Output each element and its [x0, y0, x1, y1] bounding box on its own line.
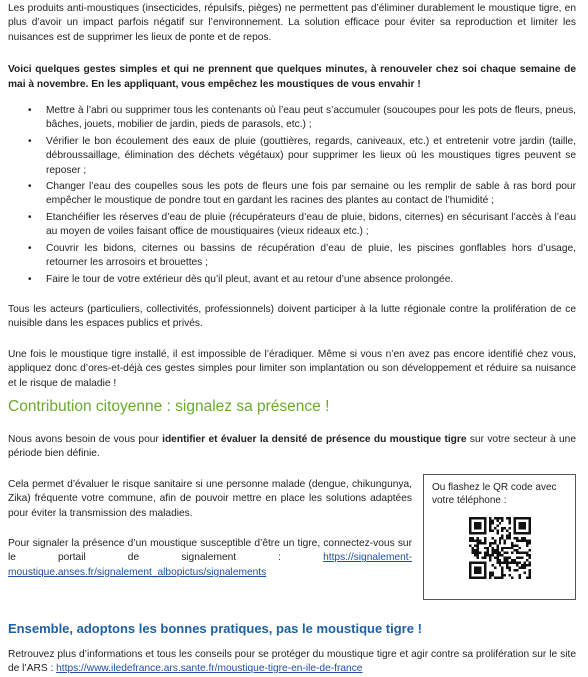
gesture-item [8, 135, 576, 178]
bullet-icon: • [28, 211, 32, 223]
report-text-column [8, 478, 412, 580]
ars-link[interactable]: https://www.iledefrance.ars.sante.fr/moustique-tigre-en-ile-de-france [56, 663, 363, 675]
qr-caption: Ou flashez le QR code avec votre téléphone : [432, 481, 557, 506]
bullet-icon: • [28, 135, 32, 147]
gesture-item [8, 104, 576, 133]
gestures-intro: Voici quelques gestes simples et qui ne prennent que quelques minutes, à renouveler chez soi chaque semaine de mai à novembre. En les appliquant, vous empêchez les moustiques de vous envahir ! [8, 64, 576, 90]
intro-paragraph: Les produits anti-moustiques (insecticides, répulsifs, pièges) ne permettent pas d’éliminer durablement le moustique tigre, en plus d’avoir un impact parfois négatif sur l’environnement. La solution efficace pour éviter sa reproduction et limiter les nuisances est de supprimer les lieux de ponte et de repos. [8, 3, 576, 43]
more-info-text: Retrouvez plus d’informations et tous les conseils pour se protéger du moustique tigre et agir contre sa prolifération sur le site de l’ARS : [8, 648, 576, 675]
gestures-list [8, 104, 576, 287]
gesture-text: Faire le tour de votre extérieur dès qu’il pleut, avant et au retour d’une absence prolongée. [46, 273, 454, 285]
gesture-item [8, 211, 576, 240]
need-paragraph [8, 433, 576, 462]
report-section [8, 478, 576, 598]
bullet-icon: • [28, 273, 32, 285]
actors-paragraph: Tous les acteurs (particuliers, collectivités, professionnels) doivent participer à la lutte régionale contre la prolifération de ce nuisible dans les espaces publics et privés. [8, 303, 576, 330]
gesture-text: Etanchéifier les réserves d’eau de pluie (récupérateurs d’eau de pluie, bidons, citernes) en sécurisant l’accès à l’eau au moyen de voiles faisant office de moustiquaires (vieux rideaux etc.) ; [46, 211, 576, 238]
qr-code-box [423, 474, 576, 600]
need-text-emphasis: identifier et évaluer la densité de présence du moustique tigre [162, 433, 467, 445]
gesture-text: Changer l’eau des coupelles sous les pots de fleurs une fois par semaine ou les remplir de sable à ras bord pour empêcher le moustique de pondre tout en gardant les racines des plantes au contact de l’humidité ; [46, 181, 576, 207]
report-text: Pour signaler la présence d’un moustique susceptible d’être un tigre, connectez-vous sur le portail de signalement : [8, 537, 412, 564]
practices-heading: Ensemble, adoptons les bonnes pratiques, pas le moustique tigre ! [8, 620, 422, 636]
qr-code-icon [469, 517, 531, 579]
need-text-start: Nous avons besoin de vous pour [8, 433, 163, 445]
gesture-item [8, 180, 576, 209]
gesture-text: Couvrir les bidons, citernes ou bassins de récupération d’eau de pluie, les piscines gonflables hors d’usage, retourner les arrosoirs et brouettes ; [46, 242, 576, 269]
gesture-item [8, 242, 576, 271]
need-text-end: sur votre secteur à une période bien définie. [8, 433, 576, 460]
document-page [8, 2, 576, 677]
bullet-icon: • [28, 181, 32, 193]
risk-paragraph: Cela permet d’évaluer le risque sanitaire si une personne malade (dengue, chikungunya, Zika) fréquente votre commune, afin de pouvoir mettre en place les solutions adaptées pour éviter la transmission des maladies. [8, 478, 412, 519]
installed-paragraph: Une fois le moustique tigre installé, il est impossible de l’éradiquer. Même si vous n’en avez pas encore identifié chez vous, appliquez donc d’ores-et-déjà ces gestes simples pour limiter son implantation ou son développement et réduire sa nuisance et le risque de maladie ! [8, 348, 576, 389]
gesture-text: Vérifier le bon écoulement des eaux de pluie (gouttières, regards, caniveaux, etc.) et entretenir votre jardin (taille, débroussaillage, élimination des déchets végétaux) pour supprimer les lieux où les moustiques tigres peuvent se reposer ; [46, 135, 576, 176]
contribution-heading: Contribution citoyenne : signalez sa présence ! [8, 397, 330, 415]
gesture-text: Mettre à l’abri ou supprimer tous les contenants où l’eau peut s’accumuler (soucoupes pour les pots de fleurs, pneus, bâches, jouets, mobilier de jardin, pieds de parasols, etc.) ; [46, 105, 576, 131]
report-paragraph [8, 537, 412, 580]
signalement-link[interactable]: https://signalement-moustique.anses.fr/signalement_albopictus/signalements [8, 552, 412, 578]
more-info-paragraph [8, 648, 576, 677]
bullet-icon: • [28, 105, 32, 117]
gesture-item [8, 273, 576, 287]
bullet-icon: • [28, 242, 32, 254]
